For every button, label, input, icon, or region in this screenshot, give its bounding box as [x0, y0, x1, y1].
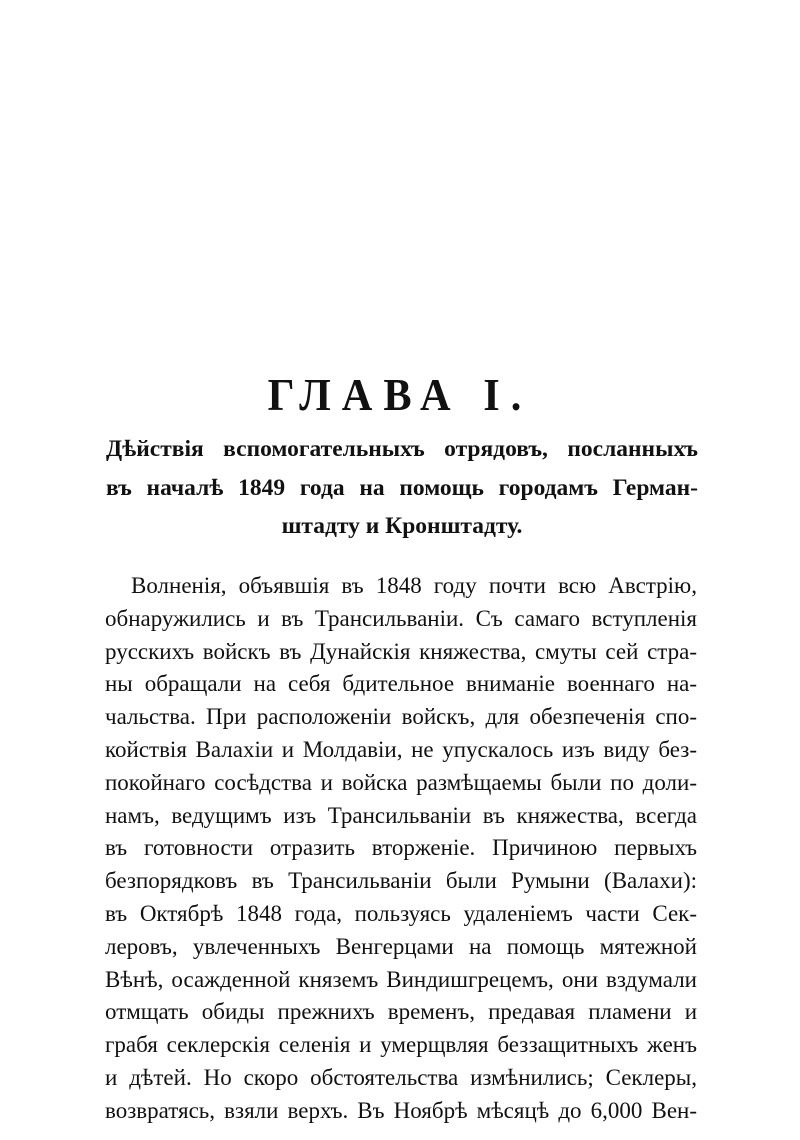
body-line: койствія Валахіи и Молдавіи, не упускалось изъ виду без- — [105, 736, 697, 762]
chapter-subtitle-line: штадту и Кронштадту. — [281, 513, 523, 539]
chapter-subtitle-line: въ началѣ 1849 года на помощь городамъ Герман- — [106, 475, 698, 501]
body-line: чальства. При расположеніи войскъ, для обезпеченія спо- — [105, 704, 697, 730]
body-line: Волненія, объявшія въ 1848 году почти всю Австрію, — [131, 573, 697, 598]
body-line: намъ, ведущимъ изъ Трансильваніи въ княжества, всегда — [105, 802, 697, 828]
body-line: безпорядковъ въ Трансильваніи были Румыни (Валахи): — [105, 868, 697, 894]
body-line: грабя секлерскія селенія и умерщвляя беззащитныхъ женъ — [105, 1032, 697, 1058]
body-line: въ готовности отразить вторженіе. Причиною первыхъ — [105, 835, 697, 861]
chapter-subtitle-line: Дѣйствія вспомогательныхъ отрядовъ, посланныхъ — [106, 436, 698, 462]
body-line: ны обращали на себя бдительное вниманіе военнаго на- — [105, 671, 697, 697]
body-line: покойнаго сосѣдства и войска размѣщаемы были по доли- — [105, 769, 697, 795]
body-line: Вѣнѣ, осажденной княземъ Виндишгрецемъ, они вздумали — [105, 966, 697, 992]
body-line: возвратясь, взяли верхъ. Въ Ноябрѣ мѣсяцѣ до 6,000 Вен- — [105, 1097, 697, 1123]
body-line: леровъ, увлеченныхъ Венгерцами на помощь мятежной — [105, 933, 697, 959]
body-line: отмщать обиды прежнихъ временъ, предавая пламени и — [105, 999, 697, 1025]
body-text — [105, 570, 697, 1128]
body-line: въ Октябрѣ 1848 года, пользуясь удаленіемъ части Сек- — [105, 900, 697, 926]
body-line: русскихъ войскъ въ Дунайскія княжества, смуты сей стра- — [105, 638, 697, 664]
body-line: обнаружились и въ Трансильваніи. Съ самаго вступленія — [105, 605, 697, 631]
chapter-title: ГЛАВА I. — [267, 369, 533, 420]
body-line: и дѣтей. Но скоро обстоятельства измѣнились; Секлеры, — [105, 1064, 697, 1090]
